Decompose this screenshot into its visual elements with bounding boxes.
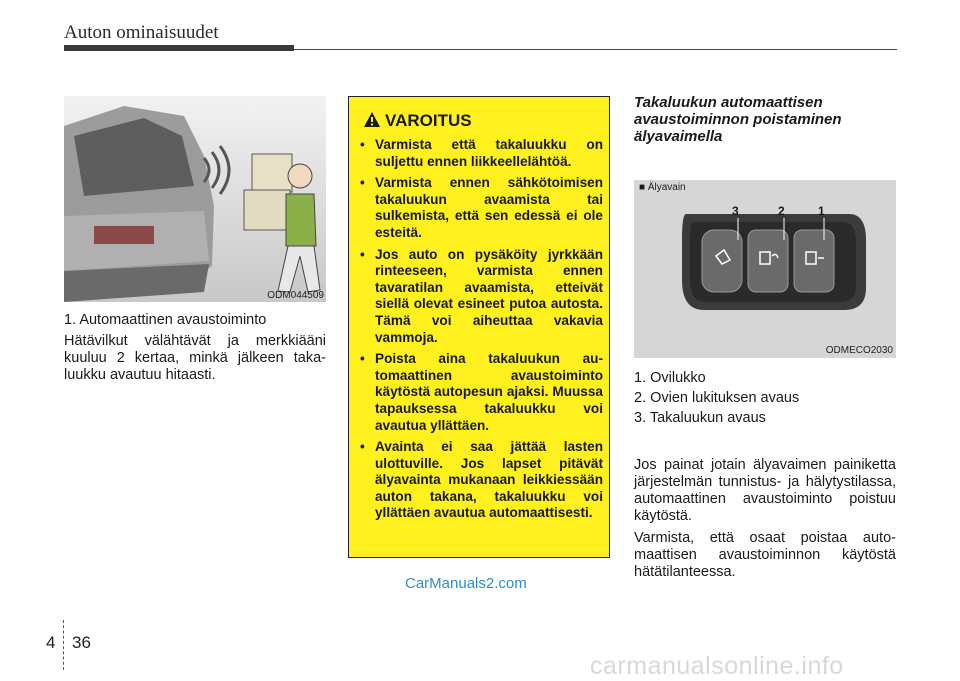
warning-item: • Avainta ei saa jättää lasten ulottuville. Jos lapset pitävät älyavainta mukanaan leikkiessään auton takana, takaluukku voi yllättäen avautua automaattisesti. bbox=[360, 439, 603, 521]
image-label: ■ Älyavain bbox=[639, 182, 686, 193]
left-paragraph: Hätävilkut välähtävät ja merkkiääni kuuluu 2 kertaa, minkä jälkeen takaluukku avautuu hitaasti. bbox=[64, 333, 326, 383]
watermark-carmanuals2: CarManuals2.com bbox=[405, 575, 527, 592]
callout-3: 3 bbox=[732, 204, 739, 218]
image-code-left: ODM044509 bbox=[267, 290, 324, 301]
warning-item: • Poista aina takaluukun automaattinen avaustoiminto käytöstä autopesun ajaksi. Muussa tapauksessa takaluukku voi avautua yllättäen. bbox=[360, 351, 603, 433]
footer-divider bbox=[63, 620, 65, 670]
right-list-item-3: 3. Takaluukun avaus bbox=[634, 410, 766, 426]
image-code-right: ODMECO2030 bbox=[825, 345, 893, 356]
right-list-item-2: 2. Ovien lukituksen avaus bbox=[634, 390, 800, 406]
header-rule-thin bbox=[294, 49, 897, 50]
warning-box bbox=[348, 96, 610, 558]
chapter-number: 4 bbox=[46, 633, 56, 652]
section-title: Takaluukun automaattisen avaustoiminnon poistaminen älyavaimella bbox=[634, 94, 842, 145]
watermark-carmanualsonline: carmanualsonline.info bbox=[590, 652, 844, 680]
page-header-title: Auton ominaisuudet bbox=[64, 22, 219, 43]
warning-list bbox=[359, 137, 603, 527]
callout-2: 2 bbox=[778, 204, 785, 218]
callout-1: 1 bbox=[818, 204, 825, 218]
warning-triangle-icon bbox=[363, 111, 381, 128]
right-list-item-1: 1. Ovilukko bbox=[634, 370, 706, 386]
warning-item: • Varmista että takaluukku on suljettu ennen liikkeellelähtöä. bbox=[360, 137, 603, 169]
car-person-drawing bbox=[64, 96, 326, 302]
page-number: 36 bbox=[72, 633, 91, 652]
car-tailgate-illustration bbox=[64, 96, 326, 302]
right-paragraph-2: Varmista, että osaat poistaa automaattisen avaustoiminnon käytöstä hätätilanteessa. bbox=[634, 530, 896, 580]
right-paragraph-1: Jos painat jotain älyavaimen painiketta järjestelmän tunnistus- ja hälytystilassa, automaattinen avaustoiminto poistuu käytöstä. bbox=[634, 457, 896, 524]
left-list-item: 1. Automaattinen avaustoiminto bbox=[64, 312, 267, 328]
warning-item: • Jos auto on pysäköity jyrkkään rinteeseen, varmista ennen tavaratilan avaamista, etteivät siellä olevat esineet putoa autosta. Tämä voi aiheuttaa vakavia vammoja. bbox=[360, 246, 603, 345]
smart-key-drawing bbox=[634, 180, 896, 358]
warning-item: • Varmista ennen sähkötoimisen takaluukun avaamista tai sulkemista, että sen edessä ei ole esteitä. bbox=[360, 175, 603, 240]
smart-key-illustration bbox=[634, 180, 896, 358]
warning-title: VAROITUS bbox=[385, 111, 472, 130]
header-rule-thick bbox=[64, 45, 294, 51]
